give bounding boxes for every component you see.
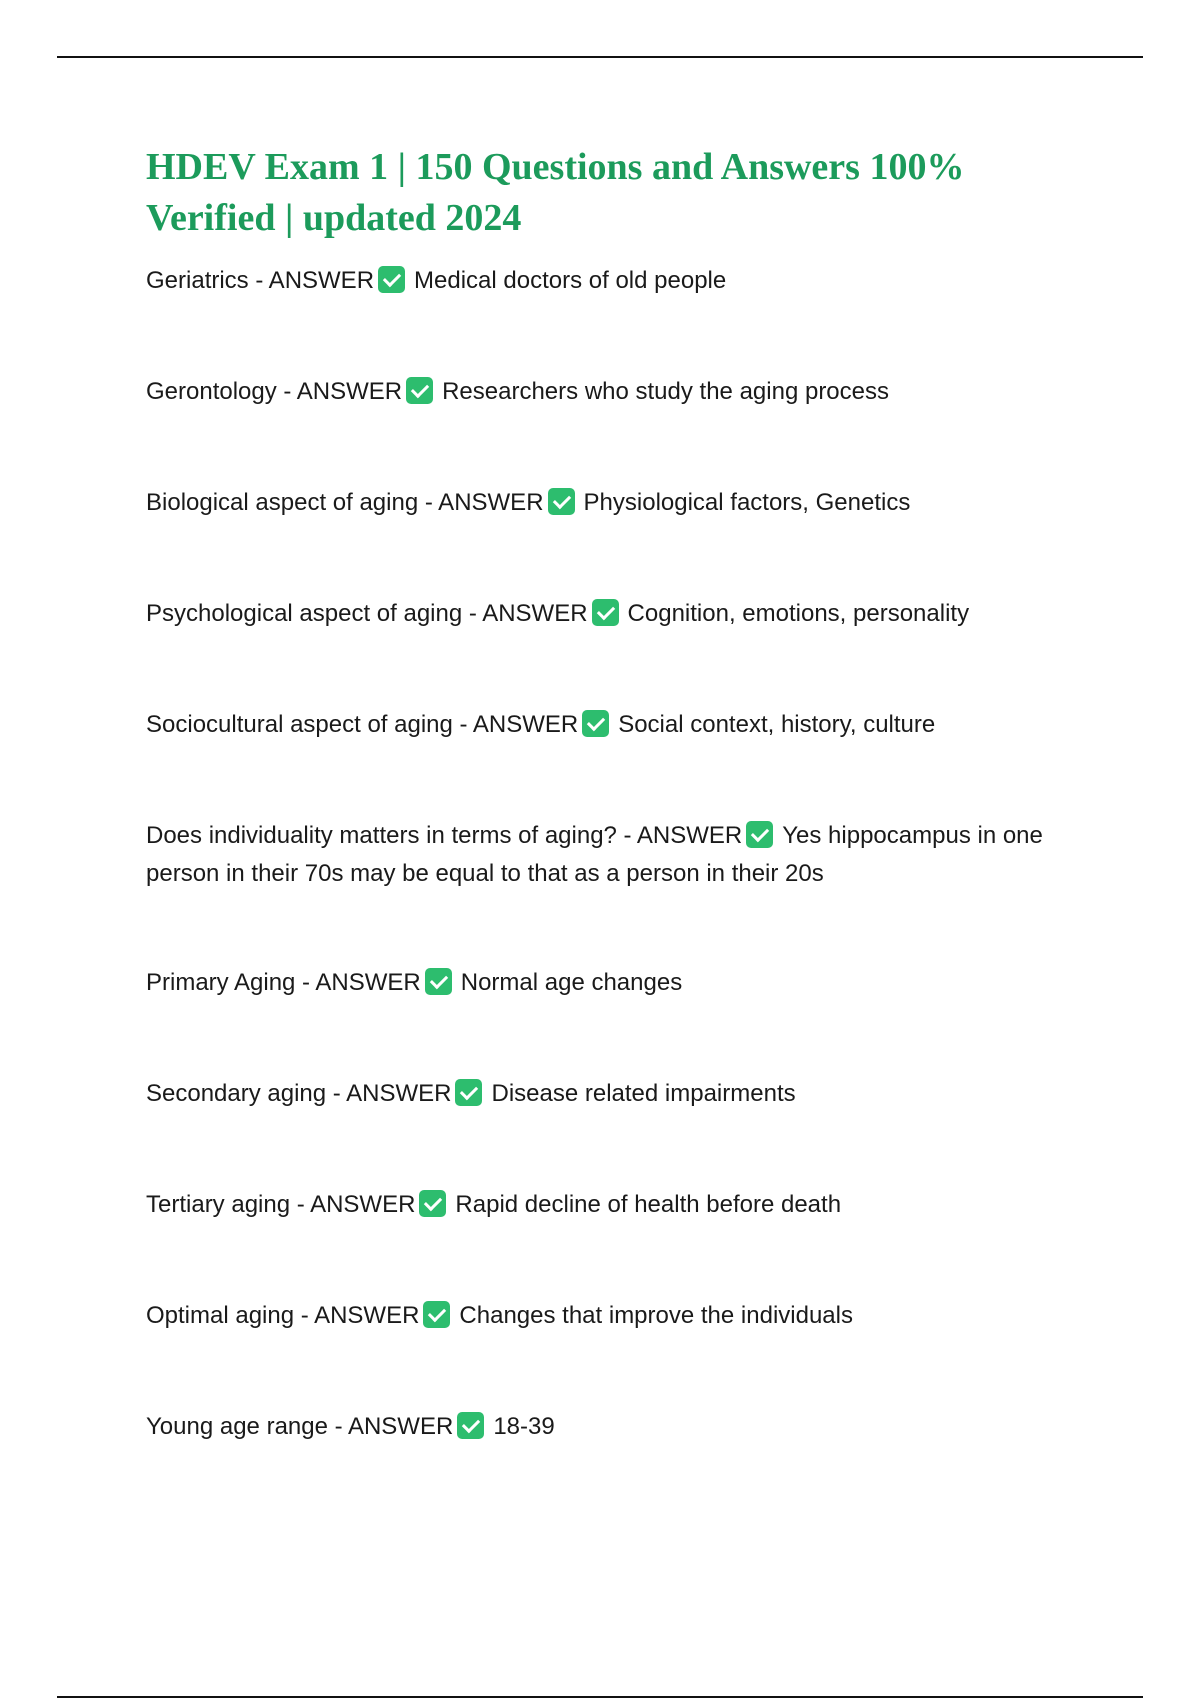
qa-answer: Social context, history, culture <box>618 711 936 738</box>
qa-answer: Cognition, emotions, personality <box>627 600 970 627</box>
qa-item <box>146 1075 1086 1113</box>
qa-item <box>146 817 1086 893</box>
qa-answer: Rapid decline of health before death <box>455 1191 842 1218</box>
qa-term: Biological aspect of aging - ANSWER <box>146 489 544 516</box>
qa-answer: Disease related impairments <box>491 1080 796 1107</box>
qa-answer: Researchers who study the aging process <box>442 378 889 405</box>
qa-term: Optimal aging - ANSWER <box>146 1302 420 1329</box>
qa-term: Secondary aging - ANSWER <box>146 1080 452 1107</box>
qa-term: Gerontology - ANSWER <box>146 378 403 405</box>
qa-term: Tertiary aging - ANSWER <box>146 1191 416 1218</box>
checkmark-box-icon <box>378 266 405 293</box>
qa-term: Geriatrics - ANSWER <box>146 267 375 294</box>
qa-answer: Physiological factors, Genetics <box>583 489 911 516</box>
qa-answer: Changes that improve the individuals <box>459 1302 853 1329</box>
checkmark-box-icon <box>582 710 609 737</box>
qa-item <box>146 706 1086 744</box>
qa-item <box>146 484 1086 522</box>
qa-term: Young age range - ANSWER <box>146 1413 454 1440</box>
qa-term: Psychological aspect of aging - ANSWER <box>146 600 588 627</box>
qa-answer: Medical doctors of old people <box>414 267 727 294</box>
document-body <box>146 142 1086 1519</box>
bottom-rule <box>57 1696 1143 1698</box>
qa-answer: Yes hippocampus in one person in their 70s may be equal to that as a person in their 20s <box>146 822 1043 887</box>
checkmark-box-icon <box>455 1079 482 1106</box>
qa-item <box>146 262 1086 300</box>
qa-item <box>146 1297 1086 1335</box>
checkmark-box-icon <box>425 968 452 995</box>
qa-term: Does individuality matters in terms of aging? - ANSWER <box>146 822 743 849</box>
qa-item <box>146 373 1086 411</box>
checkmark-box-icon <box>746 821 773 848</box>
top-rule <box>57 56 1143 58</box>
qa-item <box>146 595 1086 633</box>
qa-answer: 18-39 <box>493 1413 555 1440</box>
qa-item <box>146 1186 1086 1224</box>
qa-item <box>146 1408 1086 1446</box>
checkmark-box-icon <box>423 1301 450 1328</box>
qa-term: Sociocultural aspect of aging - ANSWER <box>146 711 579 738</box>
checkmark-box-icon <box>548 488 575 515</box>
document-title: HDEV Exam 1 | 150 Questions and Answers 100% Verified | updated 2024 <box>146 146 965 239</box>
checkmark-box-icon <box>406 377 433 404</box>
qa-answer: Normal age changes <box>460 969 683 996</box>
checkmark-box-icon <box>419 1190 446 1217</box>
qa-term: Primary Aging - ANSWER <box>146 969 421 996</box>
checkmark-box-icon <box>592 599 619 626</box>
checkmark-box-icon <box>457 1412 484 1439</box>
qa-item <box>146 964 1086 1002</box>
qa-list <box>146 262 1086 1446</box>
